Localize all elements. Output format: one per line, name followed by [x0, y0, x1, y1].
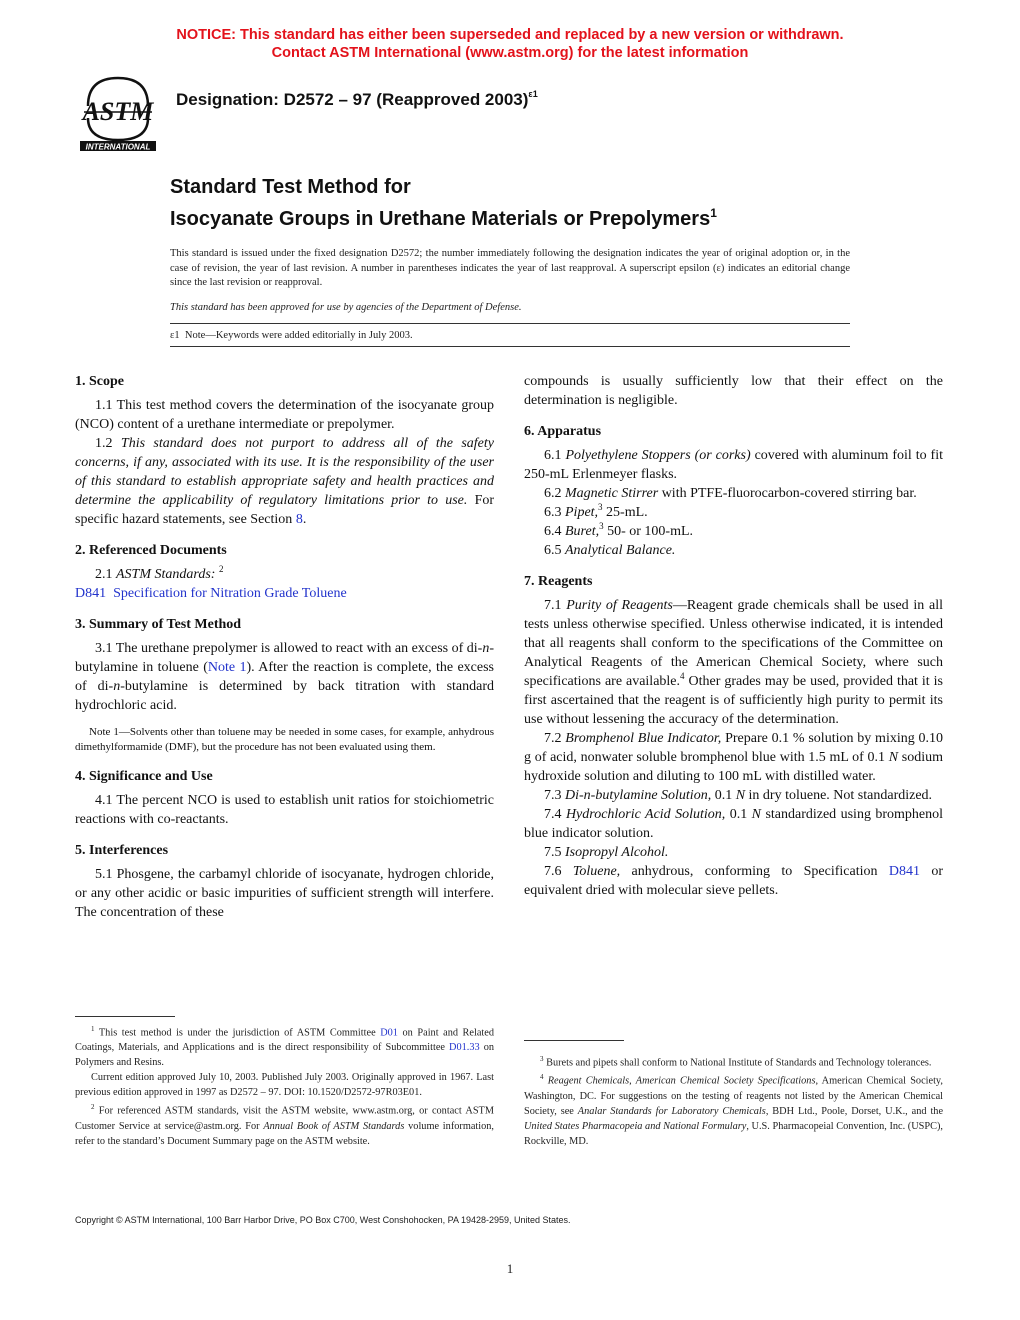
- item-7-5-num: 7.5: [544, 845, 562, 860]
- footnote-2-b: volume information, refer to the standard’s Document Summary page on the ASTM website.: [75, 1120, 494, 1147]
- item-7-6: [524, 862, 943, 900]
- heading-apparatus: 6. Apparatus: [524, 424, 602, 439]
- item-7-5: [524, 843, 943, 862]
- footnote-1-b: on Paint and Related Coatings, Materials, and Applications and is the direct responsibility of Subcommittee: [75, 1027, 495, 1054]
- para-5-1-continued: compounds is usually sufficiently low that their effect on the determination is negligible.: [524, 374, 943, 408]
- item-6-2-num: 6.2: [544, 486, 562, 501]
- para-3-1: [75, 639, 494, 715]
- page-number: 1: [506, 1261, 514, 1276]
- para-3-1-n: n: [482, 641, 490, 656]
- item-6-5-italic: Analytical Balance.: [565, 543, 676, 558]
- footnote-rule-left: [75, 1016, 175, 1017]
- logo-subtext: INTERNATIONAL: [85, 142, 151, 152]
- item-6-2: [524, 484, 943, 503]
- item-7-1-sup: 4: [680, 671, 685, 681]
- item-7-2-num: 7.2: [544, 731, 562, 746]
- item-7-3-n: N: [735, 788, 746, 803]
- item-6-2-tail: with PTFE-fluorocarbon-covered stirring bar.: [661, 486, 917, 501]
- copyright-line: Copyright © ASTM International, 100 Barr Harbor Drive, PO Box C700, West Conshohocken, PA 19428-2959, United States.: [75, 1215, 571, 1225]
- subcommittee-d01-33-link[interactable]: D01.33: [449, 1042, 480, 1054]
- epsilon-note-text: Note—Keywords were added editorially in July 2003.: [184, 330, 413, 341]
- item-6-5-num: 6.5: [544, 543, 562, 558]
- committee-d01-link[interactable]: D01: [380, 1027, 398, 1039]
- item-7-4-num: 7.4: [544, 807, 562, 822]
- item-6-1-num: 6.1: [544, 448, 562, 463]
- item-7-6-italic: Toluene,: [572, 864, 621, 879]
- title-line-2: Isocyanate Groups in Urethane Materials or Prepolymers: [170, 208, 711, 230]
- item-7-2-n: N: [888, 750, 899, 765]
- ref-d841-code[interactable]: D841: [75, 586, 107, 601]
- para-2-1: [75, 565, 494, 584]
- logo-letters: ASTM: [82, 97, 154, 126]
- note-1-link[interactable]: Note 1: [207, 660, 247, 675]
- para-3-1-c: ). After the reaction is complete, the excess of di-: [75, 660, 494, 694]
- dod-statement: This standard has been approved for use by agencies of the Department of Defense.: [170, 301, 522, 313]
- footnotes-left: [75, 1022, 494, 1149]
- note-1: Note 1—Solvents other than toluene may be needed in some cases, for example, anhydrous dimethylformamide (DMF), but the procedure has not been evaluated using them.: [75, 726, 494, 753]
- footnote-4-i1: Reagent Chemicals, American Chemical Society Specifications: [547, 1075, 816, 1087]
- item-7-3: [524, 786, 943, 805]
- ref-d841[interactable]: [75, 584, 494, 603]
- item-7-6-end: or equivalent dried with molecular sieve pellets.: [524, 864, 944, 898]
- para-1-2-italic: This standard does not purport to address all of the safety concerns, if any, associated with its use. It is the responsibility of the user of this standard to establish appropriate safety and health practices and determine the applicability of regulatory limitations prior to use.: [75, 436, 494, 508]
- para-3-1-b: -butylamine in toluene (: [75, 641, 495, 675]
- footnote-3-mark: 3: [540, 1055, 544, 1063]
- footnote-2-a: For referenced ASTM standards, visit the ASTM website, www.astm.org, or contact ASTM Customer Service at service@astm.org. For: [75, 1105, 494, 1132]
- footnote-1-c: on Polymers and Resins.: [75, 1042, 495, 1069]
- item-7-1: [524, 596, 943, 729]
- footnote-4-b: , BDH Ltd., Poole, Dorset, U.K., and the: [765, 1105, 944, 1117]
- footnote-4-i2: Analar Standards for Laboratory Chemicals: [577, 1105, 766, 1117]
- epsilon-mark: ε1: [170, 330, 180, 341]
- ref-d841-title[interactable]: Specification for Nitration Grade Toluene: [113, 586, 347, 601]
- heading-scope: 1. Scope: [75, 374, 124, 389]
- item-7-4-n: N: [751, 807, 761, 822]
- footnote-1-mark: 1: [91, 1025, 95, 1033]
- d841-link[interactable]: D841: [888, 864, 920, 879]
- item-7-3-num: 7.3: [544, 788, 562, 803]
- item-6-4: [524, 522, 943, 541]
- issued-statement: This standard is issued under the fixed designation D2572; the number immediately following the designation indicates the year of original adoption or, in the case of revision, the year of last revision. A number in parentheses indicates the year of last reapproval. A superscript epsilon (ε) indicates an editorial change since the last revision or reapproval.: [170, 248, 850, 288]
- heading-summary: 3. Summary of Test Method: [75, 617, 242, 632]
- item-6-4-tail: 50- or 100-mL.: [607, 524, 694, 539]
- designation-label: Designation: D2572 – 97 (Reapproved 2003): [176, 90, 529, 109]
- item-7-6-tail: anhydrous, conforming to Specification: [631, 864, 878, 879]
- item-7-1-tail: —Reagent grade chemicals shall be used in all tests unless otherwise specified. Unless otherwise indicated, it is intended that all reagents shall conform to the specifications of the Committee on Analytical Reagents of the American Chemical Society, where such specifications are available.: [524, 598, 944, 689]
- title-footnote-mark: 1: [710, 206, 717, 220]
- designation-superscript: ε1: [528, 89, 538, 99]
- rule-bottom: [170, 346, 850, 347]
- rule-top: [170, 323, 850, 324]
- withdrawal-notice: [0, 26, 1020, 62]
- para-2-1-italic: ASTM Standards:: [116, 567, 216, 582]
- item-6-4-num: 6.4: [544, 524, 562, 539]
- notice-line-1: NOTICE: This standard has either been superseded and replaced by a new version or withdrawn.: [176, 27, 844, 43]
- astm-logo-icon: [74, 72, 162, 152]
- item-7-3-italic: Di-n-butylamine Solution,: [565, 788, 712, 803]
- item-6-1-tail: covered with aluminum foil to fit 250-mL Erlenmeyer flasks.: [524, 448, 943, 482]
- footnote-4-mark: 4: [540, 1073, 544, 1082]
- footnote-3-text: Burets and pipets shall conform to National Institute of Standards and Technology tolerances.: [546, 1057, 932, 1069]
- para-2-1-sup: 2: [218, 564, 224, 574]
- para-1-2-tail: For specific hazard statements, see Section: [75, 493, 495, 527]
- footnote-2-italic: Annual Book of ASTM Standards: [263, 1120, 405, 1132]
- item-7-4-italic: Hydrochloric Acid Solution,: [565, 807, 726, 822]
- item-7-1-italic: Purity of Reagents: [566, 598, 673, 613]
- document-title: [170, 175, 717, 233]
- footnote-2-mark: 2: [91, 1103, 95, 1112]
- para-3-1-d: -butylamine is determined by back titration with standard hydrochloric acid.: [75, 679, 494, 713]
- para-2-1-num: 2.1: [95, 567, 113, 582]
- item-7-4: [524, 805, 943, 843]
- item-7-2: [524, 729, 943, 786]
- para-3-1-a: 3.1 The urethane prepolymer is allowed to react with an excess of di-: [95, 641, 483, 656]
- title-line-1: Standard Test Method for: [170, 176, 411, 198]
- footnote-3: [524, 1052, 943, 1070]
- item-7-4-tail: 0.1: [729, 807, 748, 822]
- item-7-4-end: standardized using bromphenol blue indicator solution.: [524, 807, 944, 841]
- footnote-1-edition: Current edition approved July 10, 2003. Published July 2003. Originally approved in 1967. Last previous edition approved in 1997 as D2572 – 97. DOI: 10.1520/D2572-97R03E01.: [75, 1072, 494, 1099]
- footnote-4: [524, 1070, 943, 1148]
- heading-interferences: 5. Interferences: [75, 843, 169, 858]
- para-4-1: 4.1 The percent NCO is used to establish unit ratios for stoichiometric reactions with co-reactants.: [75, 793, 494, 827]
- footnote-2: [75, 1100, 494, 1148]
- footnotes-right: [524, 1052, 943, 1149]
- item-6-1: [524, 446, 943, 484]
- item-6-1-italic: Polyethylene Stoppers (or corks): [565, 448, 751, 463]
- footnote-1-a: This test method is under the jurisdiction of ASTM Committee: [98, 1027, 376, 1039]
- footnote-rule-right: [524, 1040, 624, 1041]
- item-7-3-end: in dry toluene. Not standardized.: [748, 788, 933, 803]
- item-6-3-italic: Pipet,: [565, 505, 599, 520]
- footnote-4-a: , American Chemical Society, Washington, DC. For suggestions on the testing of reagents not listed by the American Chemical Society, see: [524, 1075, 943, 1117]
- para-1-2: [75, 434, 494, 529]
- item-6-3-tail: 25-mL.: [606, 505, 648, 520]
- footnote-1: [75, 1022, 494, 1070]
- item-7-5-italic: Isopropyl Alcohol.: [565, 845, 669, 860]
- item-7-1-num: 7.1: [544, 598, 562, 613]
- para-1-2-num: 1.2: [95, 436, 113, 451]
- item-7-3-tail: 0.1: [714, 788, 733, 803]
- heading-referenced-documents: 2. Referenced Documents: [75, 543, 227, 558]
- designation: [176, 89, 538, 110]
- para-5-1: 5.1 Phosgene, the carbamyl chloride of isocyanate, hydrogen chloride, or any other acidic or basic impurities of sufficient strength will interfere. The concentration of these: [75, 867, 494, 920]
- notice-line-2: Contact ASTM International (www.astm.org) for the latest information: [271, 45, 749, 61]
- right-column: [524, 372, 943, 900]
- item-6-5: [524, 541, 943, 560]
- item-7-1-end: Other grades may be used, provided that it is first ascertained that the reagent is of sufficiently high purity to permit its use without lessening the accuracy of the determination.: [524, 674, 943, 727]
- heading-significance: 4. Significance and Use: [75, 769, 213, 784]
- item-6-3-num: 6.3: [544, 505, 562, 520]
- item-7-2-end: sodium hydroxide solution and diluting to 100 mL with distilled water.: [524, 750, 944, 784]
- epsilon-note: [170, 330, 413, 341]
- section-8-link[interactable]: 8: [295, 512, 303, 527]
- item-6-4-italic: Buret,: [565, 524, 600, 539]
- item-7-2-tail: Prepare 0.1 % solution by mixing 0.10 g of acid, nonwater soluble bromphenol blue with 1.5 mL of 0.1: [524, 731, 944, 765]
- item-6-3-sup: 3: [598, 502, 603, 512]
- para-1-1: 1.1 This test method covers the determination of the isocyanate group (NCO) content of a urethane intermediate or prepolymer.: [75, 398, 494, 432]
- footnote-4-c: , U.S. Pharmacopeial Convention, Inc. (USPC), Rockville, MD.: [524, 1120, 943, 1147]
- item-7-2-italic: Bromphenol Blue Indicator,: [565, 731, 722, 746]
- intro-block: [170, 247, 850, 315]
- item-6-3: [524, 503, 943, 522]
- heading-reagents: 7. Reagents: [524, 574, 593, 589]
- item-6-2-italic: Magnetic Stirrer: [565, 486, 659, 501]
- left-column: [75, 372, 494, 922]
- footnote-4-i3: United States Pharmacopeia and National Formulary: [524, 1120, 747, 1132]
- para-1-2-end: .: [302, 512, 307, 527]
- para-3-1-n2: n: [113, 679, 121, 694]
- item-6-4-sup: 3: [599, 521, 604, 531]
- item-7-6-num: 7.6: [544, 864, 562, 879]
